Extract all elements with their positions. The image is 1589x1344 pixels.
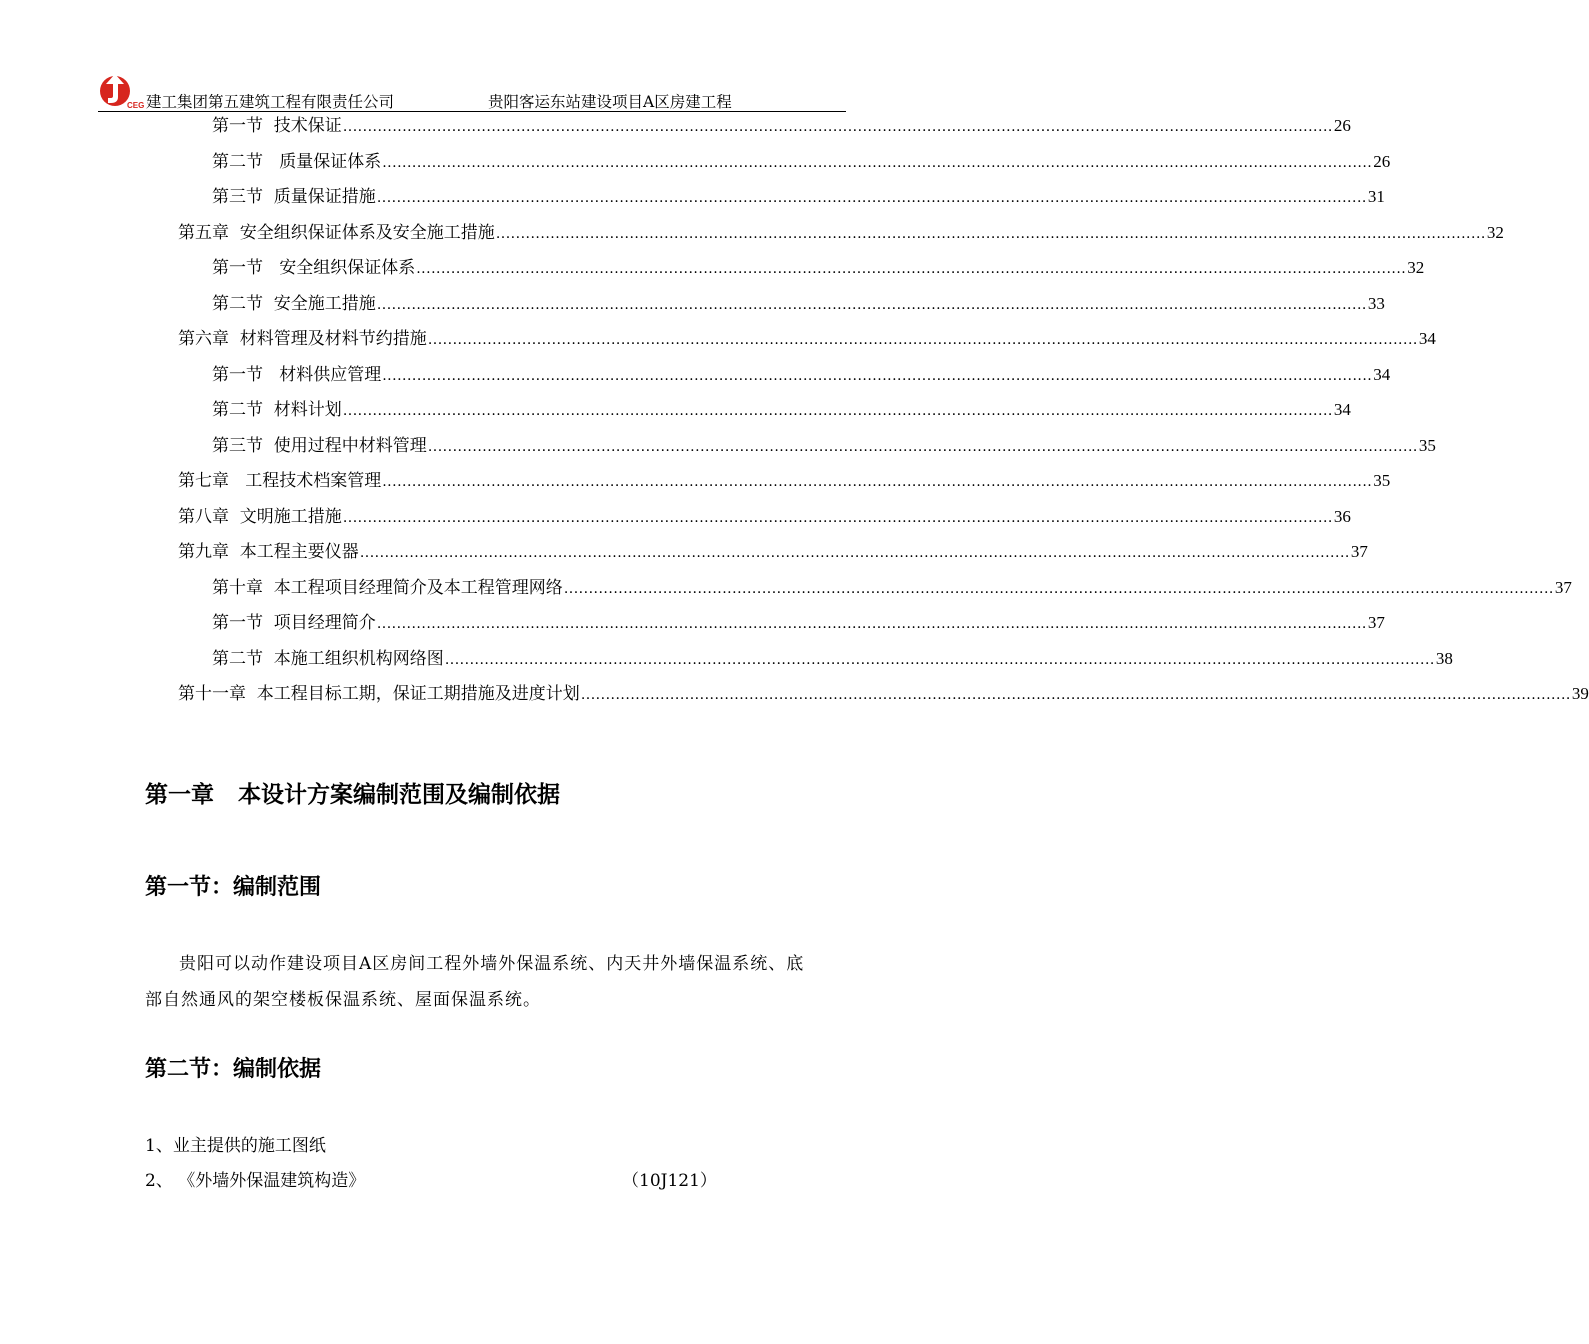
toc-entry-label: 第一节 项目经理简介 bbox=[212, 613, 376, 633]
toc-page-number: 34 bbox=[1418, 329, 1436, 348]
toc-entry-label: 第二节 材料计划 bbox=[212, 400, 342, 420]
toc-leader-dots: ........................................................................................................................................................................................................ bbox=[376, 616, 1367, 632]
toc-entry[interactable] bbox=[212, 150, 1391, 174]
toc-entry-label: 第一节 安全组织保证体系 bbox=[212, 258, 416, 278]
toc-leader-dots: ........................................................................................................................................................................................................ bbox=[382, 154, 1373, 171]
toc-entry[interactable] bbox=[178, 327, 1436, 351]
toc-entry-label: 第七章 工程技术档案管理 bbox=[178, 471, 382, 491]
toc-entry-label: 第一节 技术保证 bbox=[212, 116, 342, 136]
toc-entry[interactable] bbox=[212, 363, 1391, 387]
toc-entry-label: 第六章 材料管理及材料节约措施 bbox=[178, 329, 427, 349]
toc-entry[interactable] bbox=[212, 185, 1385, 209]
toc-leader-dots: ........................................................................................................................................................................................................ bbox=[427, 438, 1418, 455]
toc-page-number: 36 bbox=[1333, 506, 1351, 526]
toc-entry-label: 第二节 本施工组织机构网络图 bbox=[212, 648, 444, 669]
toc-leader-dots: ........................................................................................................................................................................................................ bbox=[359, 545, 1350, 561]
toc-entry-label: 第一节 材料供应管理 bbox=[212, 364, 382, 385]
toc-entry[interactable] bbox=[212, 611, 1385, 635]
toc-entry-label: 第十章 本工程项目经理简介及本工程管理网络 bbox=[212, 577, 563, 598]
toc-page-number: 34 bbox=[1373, 364, 1391, 384]
toc-leader-dots: ........................................................................................................................................................................................................ bbox=[376, 190, 1367, 206]
toc-leader-dots: ........................................................................................................................................................................................................ bbox=[342, 403, 1333, 419]
toc-page-number: 39 bbox=[1571, 684, 1589, 703]
svg-text:CEG: CEG bbox=[127, 101, 145, 110]
toc-leader-dots: ........................................................................................................................................................................................................ bbox=[444, 651, 1435, 668]
toc-entry[interactable] bbox=[212, 398, 1351, 422]
toc-page-number: 37 bbox=[1554, 577, 1572, 597]
toc-entry-label: 第三节 质量保证措施 bbox=[212, 187, 376, 207]
section-title-scope: 第一节：编制范围 bbox=[145, 875, 322, 900]
toc-leader-dots: ........................................................................................................................................................................................................ bbox=[382, 474, 1373, 490]
toc-leader-dots: ........................................................................................................................................................................................................ bbox=[342, 509, 1333, 526]
toc-leader-dots: ........................................................................................................................................................................................................ bbox=[342, 119, 1333, 135]
toc-leader-dots: ........................................................................................................................................................................................................ bbox=[382, 367, 1373, 384]
toc-page-number: 26 bbox=[1333, 116, 1351, 135]
project-name: 贵阳客运东站建设项目A区房建工程 bbox=[488, 93, 732, 111]
toc-page-number: 35 bbox=[1373, 471, 1391, 490]
basis-item: 2、 《外墙外保温建筑构造》 bbox=[145, 1171, 366, 1191]
toc-entry[interactable] bbox=[212, 114, 1351, 138]
toc-entry-label: 第八章 文明施工措施 bbox=[178, 506, 342, 527]
toc-page-number: 37 bbox=[1350, 542, 1368, 561]
basis-item: 1、业主提供的施工图纸 bbox=[145, 1136, 326, 1156]
toc-entry-label: 第二节 安全施工措施 bbox=[212, 293, 376, 314]
toc-entry[interactable] bbox=[178, 682, 1589, 706]
toc-entry[interactable] bbox=[178, 469, 1391, 493]
toc-entry[interactable] bbox=[178, 505, 1351, 529]
company-logo-icon bbox=[98, 70, 144, 110]
toc-entry[interactable] bbox=[212, 576, 1572, 600]
toc-leader-dots: ........................................................................................................................................................................................................ bbox=[416, 261, 1407, 277]
toc-page-number: 34 bbox=[1333, 400, 1351, 419]
toc-page-number: 37 bbox=[1367, 613, 1385, 632]
page-header bbox=[98, 68, 846, 112]
toc-entry-label: 第九章 本工程主要仪器 bbox=[178, 542, 359, 562]
toc-page-number: 33 bbox=[1367, 293, 1385, 313]
section-title-basis: 第二节：编制依据 bbox=[145, 1057, 322, 1082]
toc-page-number: 31 bbox=[1367, 187, 1385, 206]
toc-entry-label: 第三节 使用过程中材料管理 bbox=[212, 435, 427, 456]
toc-entry[interactable] bbox=[212, 647, 1453, 671]
toc-leader-dots: ........................................................................................................................................................................................................ bbox=[495, 225, 1486, 242]
toc-page-number: 32 bbox=[1407, 258, 1425, 277]
toc-leader-dots: ........................................................................................................................................................................................................ bbox=[376, 296, 1367, 313]
scope-paragraph: 贵阳可以动作建设项目A区房间工程外墙外保温系统、内天井外墙保温系统、底部自然通风的架空楼板保温系统、屋面保温系统。 bbox=[145, 954, 805, 1010]
toc-entry[interactable] bbox=[212, 292, 1385, 316]
toc-page-number: 26 bbox=[1373, 151, 1391, 171]
toc-entry[interactable] bbox=[178, 221, 1504, 245]
toc-entry-label: 第二节 质量保证体系 bbox=[212, 151, 382, 172]
toc-entry[interactable] bbox=[212, 256, 1425, 280]
chapter-title: 第一章 本设计方案编制范围及编制依据 bbox=[145, 782, 561, 808]
toc-leader-dots: ........................................................................................................................................................................................................ bbox=[580, 687, 1571, 703]
toc-page-number: 38 bbox=[1435, 648, 1453, 668]
toc-leader-dots: ........................................................................................................................................................................................................ bbox=[563, 580, 1554, 597]
toc-leader-dots: ........................................................................................................................................................................................................ bbox=[427, 332, 1418, 348]
header-divider bbox=[98, 111, 846, 112]
toc-page-number: 35 bbox=[1418, 435, 1436, 455]
toc-entry-label: 第五章 安全组织保证体系及安全施工措施 bbox=[178, 222, 495, 243]
company-name: 建工集团第五建筑工程有限责任公司 bbox=[146, 93, 395, 111]
toc-entry[interactable] bbox=[212, 434, 1436, 458]
toc-entry-label: 第十一章 本工程目标工期，保证工期措施及进度计划 bbox=[178, 684, 580, 704]
basis-item-code: （10J121） bbox=[622, 1171, 717, 1191]
toc-page-number: 32 bbox=[1486, 222, 1504, 242]
toc-entry[interactable] bbox=[178, 540, 1368, 564]
